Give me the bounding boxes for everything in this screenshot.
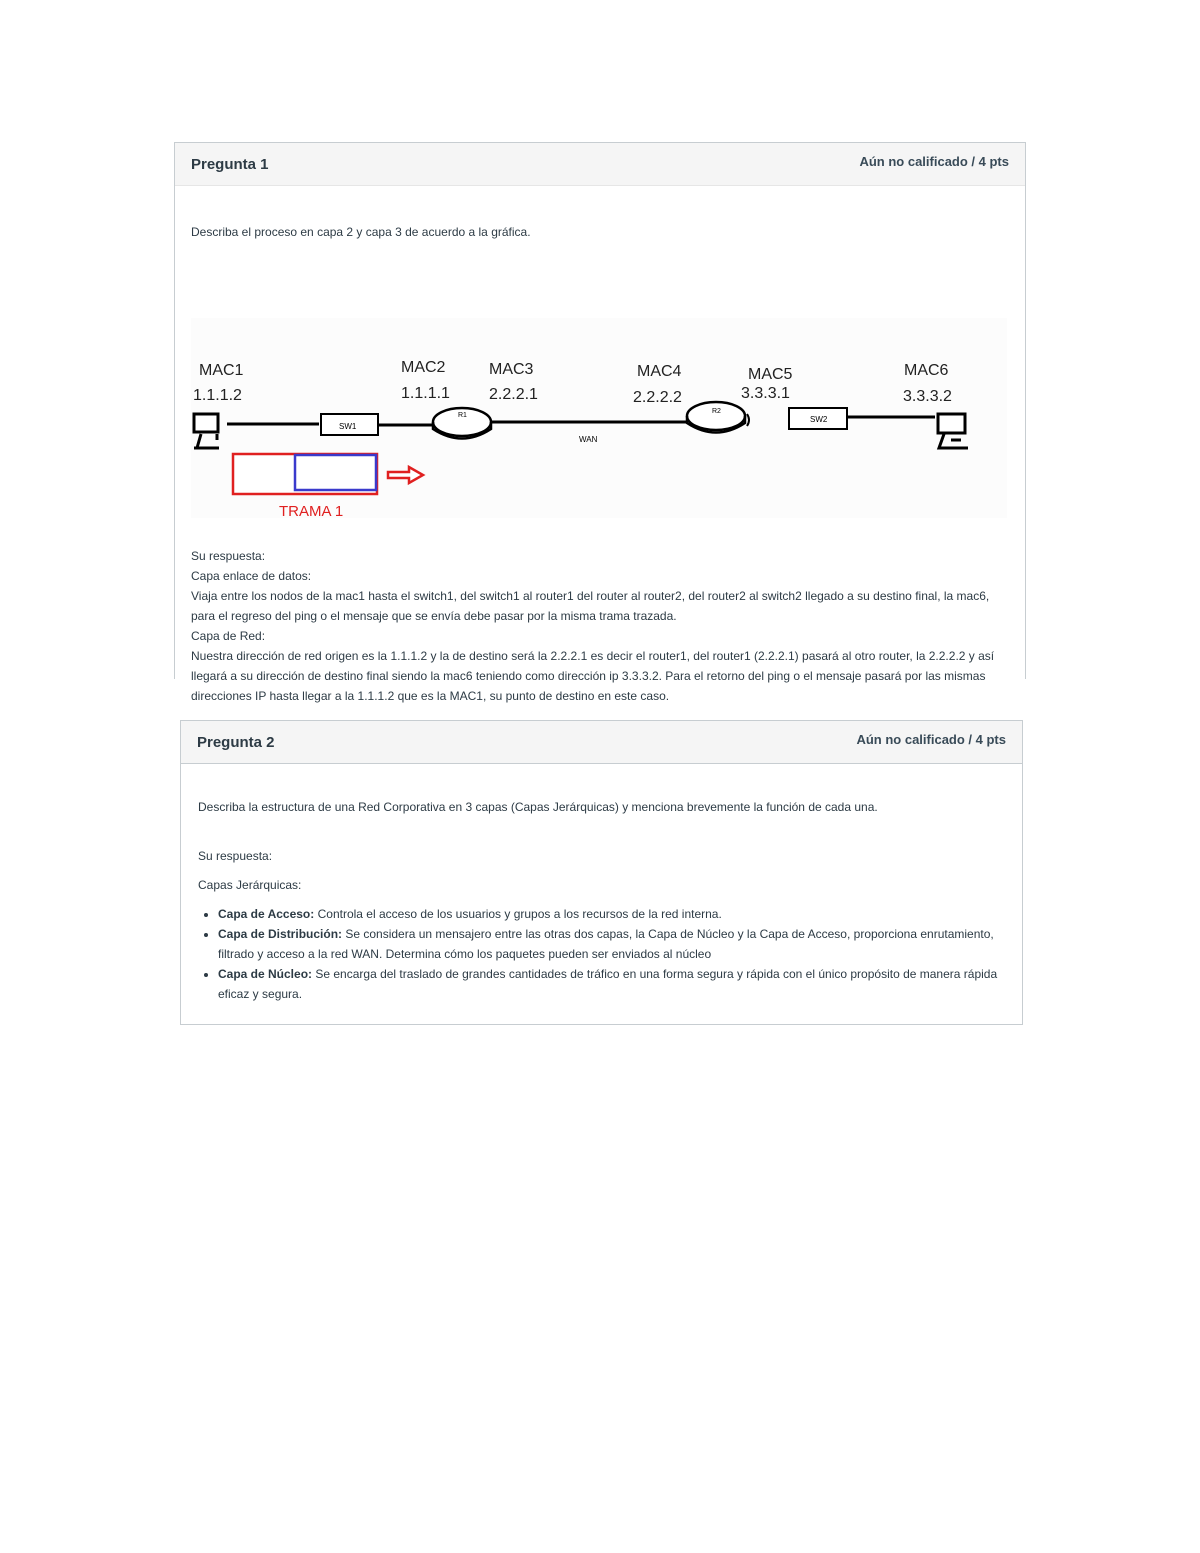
frame-payload-box <box>295 455 376 490</box>
answer-line: Capa enlace de datos: <box>191 569 312 583</box>
mac3-label: MAC3 <box>489 361 534 378</box>
question-prompt: Describa el proceso en capa 2 y capa 3 de acuerdo a la gráfica. <box>191 225 531 239</box>
answer-line: Viaja entre los nodos de la mac1 hasta el switch1, del switch1 al router1 del router al router2, del router2 al switch2 llegado a su destino final, la mac6, para el regreso del ping o el mensaje que se envía debe pasar por la misma trama trazada. <box>191 589 990 623</box>
mac5-label: MAC5 <box>748 366 793 383</box>
list-item <box>218 924 1028 964</box>
mac2-label: MAC2 <box>401 359 446 376</box>
question-1-card <box>174 142 1026 703</box>
mac1-label: MAC1 <box>199 362 244 379</box>
question-points: Aún no calificado / 4 pts <box>856 732 1006 747</box>
sw1-label: SW1 <box>339 422 357 431</box>
layer-description: Controla el acceso de los usuarios y grupos a los recursos de la red interna. <box>314 907 722 921</box>
r1-label: R1 <box>458 412 467 419</box>
answer-label: Su respuesta: <box>198 849 273 863</box>
ip5-label: 3.3.3.1 <box>741 385 790 402</box>
ip2-label: 1.1.1.1 <box>401 385 450 402</box>
router-r2-icon <box>687 402 745 433</box>
answer-line: Capa de Red: <box>191 629 266 643</box>
sw2-label: SW2 <box>810 415 828 424</box>
ip4-label: 2.2.2.2 <box>633 389 682 406</box>
answer-line: Nuestra dirección de red origen es la 1.1.1.2 y la de destino será la 2.2.2.1 es decir el router1, del router1 (2.2.2.1) pasará al otro router, la 2.2.2.2 y así llegará a su dirección de destino final siendo la mac6 teniendo como dirección ip 3.3.3.2. Para el retorno del ping o el mensaje pasará por las mismas direcciones IP hasta llegar a la 1.1.1.2 que es la MAC1, su punto de destino en este caso. <box>191 649 995 703</box>
question-points: Aún no calificado / 4 pts <box>859 154 1009 169</box>
layers-label: Capas Jerárquicas: <box>198 878 302 892</box>
layer-term: Capa de Acceso: <box>218 907 315 921</box>
question-1-header <box>175 143 1025 186</box>
r2-label: R2 <box>712 408 721 415</box>
mac4-label: MAC4 <box>637 363 682 380</box>
layer-term: Capa de Distribución: <box>218 927 343 941</box>
ip1-label: 1.1.1.2 <box>193 387 242 404</box>
question-title: Pregunta 2 <box>197 734 275 751</box>
question-prompt: Describa la estructura de una Red Corporativa en 3 capas (Capas Jerárquicas) y menciona brevemente la función de cada una. <box>198 800 878 814</box>
layers-list <box>198 904 1028 1004</box>
ip3-label: 2.2.2.1 <box>489 386 538 403</box>
question-2-card <box>180 720 1023 1025</box>
ip6-label: 3.3.3.2 <box>903 388 952 405</box>
layer-description: Se considera un mensajero entre las otras dos capas, la Capa de Núcleo y la Capa de Acceso, proporciona enrutamiento, filtrado y acceso a la red WAN. Determina cómo los paquetes pueden ser enviados al núcleo <box>218 927 994 961</box>
answer-label: Su respuesta: <box>191 549 266 563</box>
layer-description: Se encarga del traslado de grandes cantidades de tráfico en una forma segura y rápida con el único propósito de manera rápida eficaz y segura. <box>218 967 998 1001</box>
wan-label: WAN <box>579 435 598 444</box>
list-item <box>218 904 1028 924</box>
question-1-answer <box>191 546 1013 706</box>
layer-term: Capa de Núcleo: <box>218 967 313 981</box>
question-title: Pregunta 1 <box>191 156 269 173</box>
list-item <box>218 964 1028 1004</box>
network-diagram <box>191 318 1007 518</box>
mac6-label: MAC6 <box>904 362 949 379</box>
question-2-header <box>181 721 1022 764</box>
frame-label: TRAMA 1 <box>279 503 344 518</box>
